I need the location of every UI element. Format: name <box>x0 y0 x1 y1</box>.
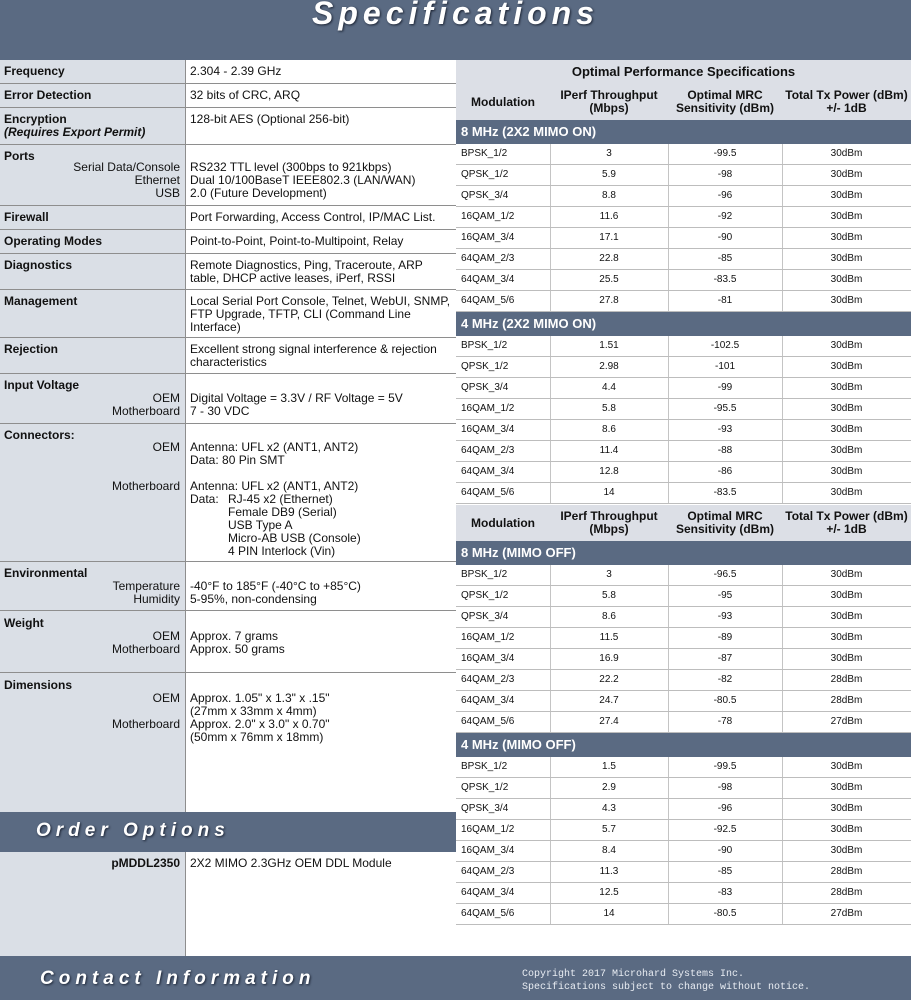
table-cell: 3 <box>606 148 612 159</box>
table-cell: QPSK_3/4 <box>461 803 509 814</box>
table-cell: 16QAM_3/4 <box>461 232 515 243</box>
spec-row-encryption <box>0 108 456 145</box>
table-cell: BPSK_1/2 <box>461 148 508 159</box>
table-cell: 16.9 <box>599 653 619 664</box>
table-cell: 30dBm <box>830 782 863 793</box>
table-cell: -96 <box>717 803 733 814</box>
table-cell: 2.9 <box>602 782 616 793</box>
table-cell: -95.5 <box>713 403 737 414</box>
spec-value: Data: 80 Pin SMT <box>190 453 285 467</box>
column-header: IPerf Throughput (Mbps) <box>560 509 658 536</box>
table-row <box>456 883 911 904</box>
table-cell: 28dBm <box>830 866 863 877</box>
table-cell: BPSK_1/2 <box>461 340 508 351</box>
table-cell: 27dBm <box>830 908 863 919</box>
table-cell: -85 <box>717 866 733 877</box>
spec-sublabel: Motherboard <box>111 717 180 731</box>
table-row <box>456 420 911 441</box>
table-cell: 16QAM_1/2 <box>461 211 515 222</box>
table-row <box>456 249 911 270</box>
table-row <box>456 441 911 462</box>
order-row <box>0 852 456 956</box>
spec-label: Encryption <box>4 112 67 126</box>
table-cell: 1.51 <box>599 340 619 351</box>
spec-value: 5-95%, non-condensing <box>190 592 317 606</box>
table-cell: 24.7 <box>599 695 619 706</box>
table-cell: 5.9 <box>602 169 616 180</box>
table-row <box>456 165 911 186</box>
table-cell: -83.5 <box>713 274 737 285</box>
spec-value: USB Type A <box>228 518 293 532</box>
table-cell: 14 <box>603 487 615 498</box>
table-cell: 16QAM_3/4 <box>461 424 515 435</box>
table-cell: -90 <box>717 232 733 243</box>
order-options-title: Order Options <box>36 820 230 841</box>
table-cell: -93 <box>717 611 733 622</box>
table-cell: 64QAM_3/4 <box>461 887 515 898</box>
table-row <box>456 670 911 691</box>
column-header: IPerf Throughput (Mbps) <box>560 88 658 115</box>
column-header: Total Tx Power (dBm) +/- 1dB <box>785 88 908 115</box>
spec-sublabel: Motherboard <box>111 642 180 656</box>
table-cell: 8.6 <box>602 424 616 435</box>
table-cell: -80.5 <box>713 695 737 706</box>
table-cell: 30dBm <box>830 424 863 435</box>
table-cell: 8.4 <box>602 845 616 856</box>
spec-value: Antenna: UFL x2 (ANT1, ANT2) <box>190 440 359 454</box>
table-cell: 30dBm <box>830 611 863 622</box>
spec-label: Environmental <box>4 566 88 580</box>
table-cell: -96.5 <box>713 569 737 580</box>
contact-banner <box>0 956 911 1000</box>
table-cell: 64QAM_5/6 <box>461 716 515 727</box>
table-cell: 4.3 <box>602 803 616 814</box>
table-cell: 16QAM_1/2 <box>461 403 515 414</box>
spec-row-management <box>0 290 456 338</box>
spec-sublabel: OEM <box>152 629 180 643</box>
spec-label: Weight <box>4 616 44 630</box>
spec-value: 32 bits of CRC, ARQ <box>190 88 301 102</box>
table-cell: 64QAM_5/6 <box>461 295 515 306</box>
table-row <box>456 841 911 862</box>
spec-label: Firewall <box>4 210 49 224</box>
spec-sublabel: OEM <box>152 691 180 705</box>
spec-sublabel: Motherboard <box>111 404 180 418</box>
performance-title: Optimal Performance Specifications <box>456 60 911 84</box>
table-cell: -99.5 <box>713 148 737 159</box>
spec-value: Data: <box>190 492 219 506</box>
spec-label: Error Detection <box>4 88 92 102</box>
table-cell: 8.8 <box>602 190 616 201</box>
table-row <box>456 270 911 291</box>
table-cell: 1.5 <box>602 761 616 772</box>
table-cell: 12.8 <box>599 466 619 477</box>
spec-sublabel: OEM <box>152 440 180 454</box>
table-cell: 64QAM_2/3 <box>461 253 515 264</box>
table-cell: -102.5 <box>710 340 740 351</box>
spec-label: Diagnostics <box>4 258 73 272</box>
table-cell: -83.5 <box>713 487 737 498</box>
table-cell: QPSK_1/2 <box>461 782 509 793</box>
spec-row-input-voltage <box>0 374 456 424</box>
table-cell: 30dBm <box>830 466 863 477</box>
table-row <box>456 904 911 925</box>
column-header: Modulation <box>471 515 535 530</box>
section-header: 4 MHz (2X2 MIMO ON) <box>456 312 911 336</box>
table-cell: 64QAM_2/3 <box>461 866 515 877</box>
table-row <box>456 649 911 670</box>
spec-value: Port Forwarding, Access Control, IP/MAC List. <box>190 210 436 224</box>
table-cell: 30dBm <box>830 190 863 201</box>
spec-value: Point-to-Point, Point-to-Multipoint, Relay <box>190 234 404 248</box>
spec-row-diagnostics <box>0 254 456 290</box>
spec-sublabel: USB <box>155 186 180 200</box>
table-cell: 30dBm <box>830 148 863 159</box>
table-cell: -90 <box>717 845 733 856</box>
table-cell: 64QAM_3/4 <box>461 695 515 706</box>
page-title-banner <box>0 0 911 60</box>
table-row <box>456 628 911 649</box>
table-row <box>456 565 911 586</box>
spec-value: 7 - 30 VDC <box>190 404 250 418</box>
spec-label: Input Voltage <box>4 378 80 392</box>
table-cell: 2.98 <box>599 361 619 372</box>
spec-value: -40°F to 185°F (-40°C to +85°C) <box>190 579 361 593</box>
spec-row-environmental <box>0 562 456 611</box>
table-cell: -86 <box>717 466 733 477</box>
spec-value: Dual 10/100BaseT IEEE802.3 (LAN/WAN) <box>190 173 416 187</box>
spec-row-frequency <box>0 60 456 84</box>
table-cell: 5.8 <box>602 590 616 601</box>
spec-label: Ports <box>4 149 35 163</box>
copyright-line: Specifications subject to change without notice. <box>522 982 811 993</box>
spec-row-firewall <box>0 206 456 230</box>
table-cell: 16QAM_3/4 <box>461 653 515 664</box>
table-row <box>456 336 911 357</box>
table-cell: 16QAM_1/2 <box>461 632 515 643</box>
table-cell: -95 <box>717 590 733 601</box>
table-row <box>456 862 911 883</box>
table-cell: -85 <box>717 253 733 264</box>
table-cell: 5.8 <box>602 403 616 414</box>
table-cell: QPSK_3/4 <box>461 611 509 622</box>
table-cell: 27.4 <box>599 716 619 727</box>
table-cell: 11.6 <box>599 211 619 222</box>
order-options-banner <box>0 812 456 852</box>
table-cell: -101 <box>714 361 735 372</box>
spec-label: Management <box>4 294 78 308</box>
table-cell: 30dBm <box>830 761 863 772</box>
table-cell: 30dBm <box>830 361 863 372</box>
table-cell: -93 <box>717 424 733 435</box>
column-header: Modulation <box>471 94 535 109</box>
spec-value: 128-bit AES (Optional 256-bit) <box>190 112 350 126</box>
table-cell: 16QAM_1/2 <box>461 824 515 835</box>
table-row <box>456 186 911 207</box>
table-cell: 28dBm <box>830 887 863 898</box>
table-cell: 22.8 <box>599 253 619 264</box>
table-cell: 30dBm <box>830 569 863 580</box>
specs-table <box>0 60 456 812</box>
copyright-notice <box>522 968 810 994</box>
table-cell: 30dBm <box>830 632 863 643</box>
spec-value: Female DB9 (Serial) <box>228 505 337 519</box>
table-cell: -92 <box>717 211 733 222</box>
table-row <box>456 778 911 799</box>
spec-row-rejection <box>0 338 456 374</box>
table-cell: 30dBm <box>830 295 863 306</box>
spec-sublabel: Humidity <box>133 592 180 606</box>
table-row <box>456 712 911 733</box>
table-cell: QPSK_1/2 <box>461 361 509 372</box>
table-cell: 14 <box>603 908 615 919</box>
spec-row-operating-modes <box>0 230 456 254</box>
spec-value: RS232 TTL level (300bps to 921kbps) <box>190 160 392 174</box>
table-row <box>456 144 911 165</box>
column-header: Total Tx Power (dBm) +/- 1dB <box>785 509 908 536</box>
table-cell: 16QAM_3/4 <box>461 845 515 856</box>
spec-row-weight <box>0 611 456 673</box>
spec-value: Approx. 50 grams <box>190 642 285 656</box>
table-cell: BPSK_1/2 <box>461 569 508 580</box>
table-cell: -89 <box>717 632 733 643</box>
table-cell: -92.5 <box>713 824 737 835</box>
spec-value: Antenna: UFL x2 (ANT1, ANT2) <box>190 479 359 493</box>
spec-value: (27mm x 33mm x 4mm) <box>190 704 317 718</box>
section-header: 8 MHz (2X2 MIMO ON) <box>456 120 911 144</box>
table-row <box>456 799 911 820</box>
spec-sublabel: Motherboard <box>111 479 180 493</box>
table-cell: -83 <box>717 887 733 898</box>
table-cell: 30dBm <box>830 232 863 243</box>
table-cell: 30dBm <box>830 487 863 498</box>
spec-sublabel: OEM <box>152 391 180 405</box>
table-cell: 64QAM_2/3 <box>461 674 515 685</box>
spec-row-ports <box>0 145 456 206</box>
table-cell: -88 <box>717 445 733 456</box>
table-cell: 30dBm <box>830 845 863 856</box>
spec-value: Remote Diagnostics, Ping, Traceroute, ARP table, DHCP active leases, iPerf, RSSI <box>190 258 423 285</box>
spec-value: Excellent strong signal interference & rejection characteristics <box>190 342 437 369</box>
page-title: Specifications <box>312 0 599 31</box>
spec-row-error-detection <box>0 84 456 108</box>
spec-note: (Requires Export Permit) <box>4 125 146 139</box>
spec-row-dimensions <box>0 673 456 812</box>
table-row <box>456 378 911 399</box>
contact-title: Contact Information <box>40 968 316 989</box>
spec-value: Approx. 1.05" x 1.3" x .15" <box>190 691 330 705</box>
table-row <box>456 757 911 778</box>
order-description: 2X2 MIMO 2.3GHz OEM DDL Module <box>190 856 392 870</box>
table-cell: 27.8 <box>599 295 619 306</box>
spec-sublabel: Serial Data/Console <box>73 160 180 174</box>
table-cell: -99 <box>717 382 733 393</box>
table-row <box>456 586 911 607</box>
table-cell: 4.4 <box>602 382 616 393</box>
table-cell: -98 <box>717 782 733 793</box>
table-row <box>456 228 911 249</box>
column-header: Optimal MRC Sensitivity (dBm) <box>675 88 774 115</box>
table-cell: QPSK_3/4 <box>461 382 509 393</box>
table-cell: -99.5 <box>713 761 737 772</box>
table-cell: 17.1 <box>599 232 619 243</box>
table-cell: 27dBm <box>830 716 863 727</box>
spec-label: Rejection <box>4 342 59 356</box>
table-cell: 64QAM_3/4 <box>461 466 515 477</box>
order-part-number: pMDDL2350 <box>111 856 180 870</box>
table-cell: 30dBm <box>830 653 863 664</box>
spec-value: Local Serial Port Console, Telnet, WebUI, SNMP, FTP Upgrade, TFTP, CLI (Command Line Interface) <box>190 294 451 334</box>
table-cell: 30dBm <box>830 824 863 835</box>
table-row <box>456 291 911 312</box>
table-cell: -78 <box>717 716 733 727</box>
table-cell: 30dBm <box>830 590 863 601</box>
spec-label: Dimensions <box>4 678 73 692</box>
table-row <box>456 462 911 483</box>
spec-value: Approx. 2.0" x 3.0" x 0.70" <box>190 717 330 731</box>
table-cell: 30dBm <box>830 211 863 222</box>
spec-value: 4 PIN Interlock (Vin) <box>228 544 336 558</box>
table-cell: -96 <box>717 190 733 201</box>
spec-value: Micro-AB USB (Console) <box>228 531 361 545</box>
table-cell: 11.5 <box>599 632 619 643</box>
table-cell: 64QAM_5/6 <box>461 908 515 919</box>
column-header-row <box>456 505 911 541</box>
spec-value: (50mm x 76mm x 18mm) <box>190 730 324 744</box>
table-cell: QPSK_1/2 <box>461 590 509 601</box>
column-header: Optimal MRC Sensitivity (dBm) <box>675 509 774 536</box>
table-cell: -82 <box>717 674 733 685</box>
table-cell: 30dBm <box>830 803 863 814</box>
table-cell: -81 <box>717 295 733 306</box>
table-cell: QPSK_1/2 <box>461 169 509 180</box>
spec-label: Frequency <box>4 64 65 78</box>
table-row <box>456 399 911 420</box>
table-cell: 30dBm <box>830 403 863 414</box>
copyright-line: Copyright 2017 Microhard Systems Inc. <box>522 969 745 980</box>
table-cell: 8.6 <box>602 611 616 622</box>
table-cell: 30dBm <box>830 169 863 180</box>
spec-value: Approx. 7 grams <box>190 629 279 643</box>
spec-label: Connectors: <box>4 428 75 442</box>
table-cell: 11.4 <box>599 445 619 456</box>
table-cell: 28dBm <box>830 674 863 685</box>
table-cell: -98 <box>717 169 733 180</box>
table-cell: 30dBm <box>830 340 863 351</box>
table-cell: 64QAM_5/6 <box>461 487 515 498</box>
table-cell: QPSK_3/4 <box>461 190 509 201</box>
table-row <box>456 357 911 378</box>
table-cell: 22.2 <box>599 674 619 685</box>
table-cell: 30dBm <box>830 445 863 456</box>
table-row <box>456 691 911 712</box>
table-row <box>456 207 911 228</box>
spec-sublabel: Temperature <box>112 579 180 593</box>
spec-row-connectors <box>0 424 456 562</box>
table-cell: 25.5 <box>599 274 619 285</box>
table-cell: 3 <box>606 569 612 580</box>
section-header: 4 MHz (MIMO OFF) <box>456 733 911 757</box>
table-row <box>456 483 911 504</box>
spec-sublabel: Ethernet <box>134 173 180 187</box>
column-header-row <box>456 84 911 120</box>
table-cell: 30dBm <box>830 253 863 264</box>
table-cell: 30dBm <box>830 274 863 285</box>
table-cell: 12.5 <box>599 887 619 898</box>
table-cell: 64QAM_3/4 <box>461 274 515 285</box>
performance-table <box>456 60 911 956</box>
section-header: 8 MHz (MIMO OFF) <box>456 541 911 565</box>
spec-value: 2.304 - 2.39 GHz <box>190 64 282 78</box>
table-cell: 11.3 <box>599 866 619 877</box>
table-cell: 28dBm <box>830 695 863 706</box>
spec-value: 2.0 (Future Development) <box>190 186 327 200</box>
spec-value: RJ-45 x2 (Ethernet) <box>228 492 333 506</box>
table-cell: 64QAM_2/3 <box>461 445 515 456</box>
table-row <box>456 820 911 841</box>
table-row <box>456 607 911 628</box>
table-cell: -87 <box>717 653 733 664</box>
table-cell: 5.7 <box>602 824 616 835</box>
table-cell: -80.5 <box>713 908 737 919</box>
table-cell: BPSK_1/2 <box>461 761 508 772</box>
table-cell: 30dBm <box>830 382 863 393</box>
spec-value: Digital Voltage = 3.3V / RF Voltage = 5V <box>190 391 403 405</box>
spec-label: Operating Modes <box>4 234 103 248</box>
